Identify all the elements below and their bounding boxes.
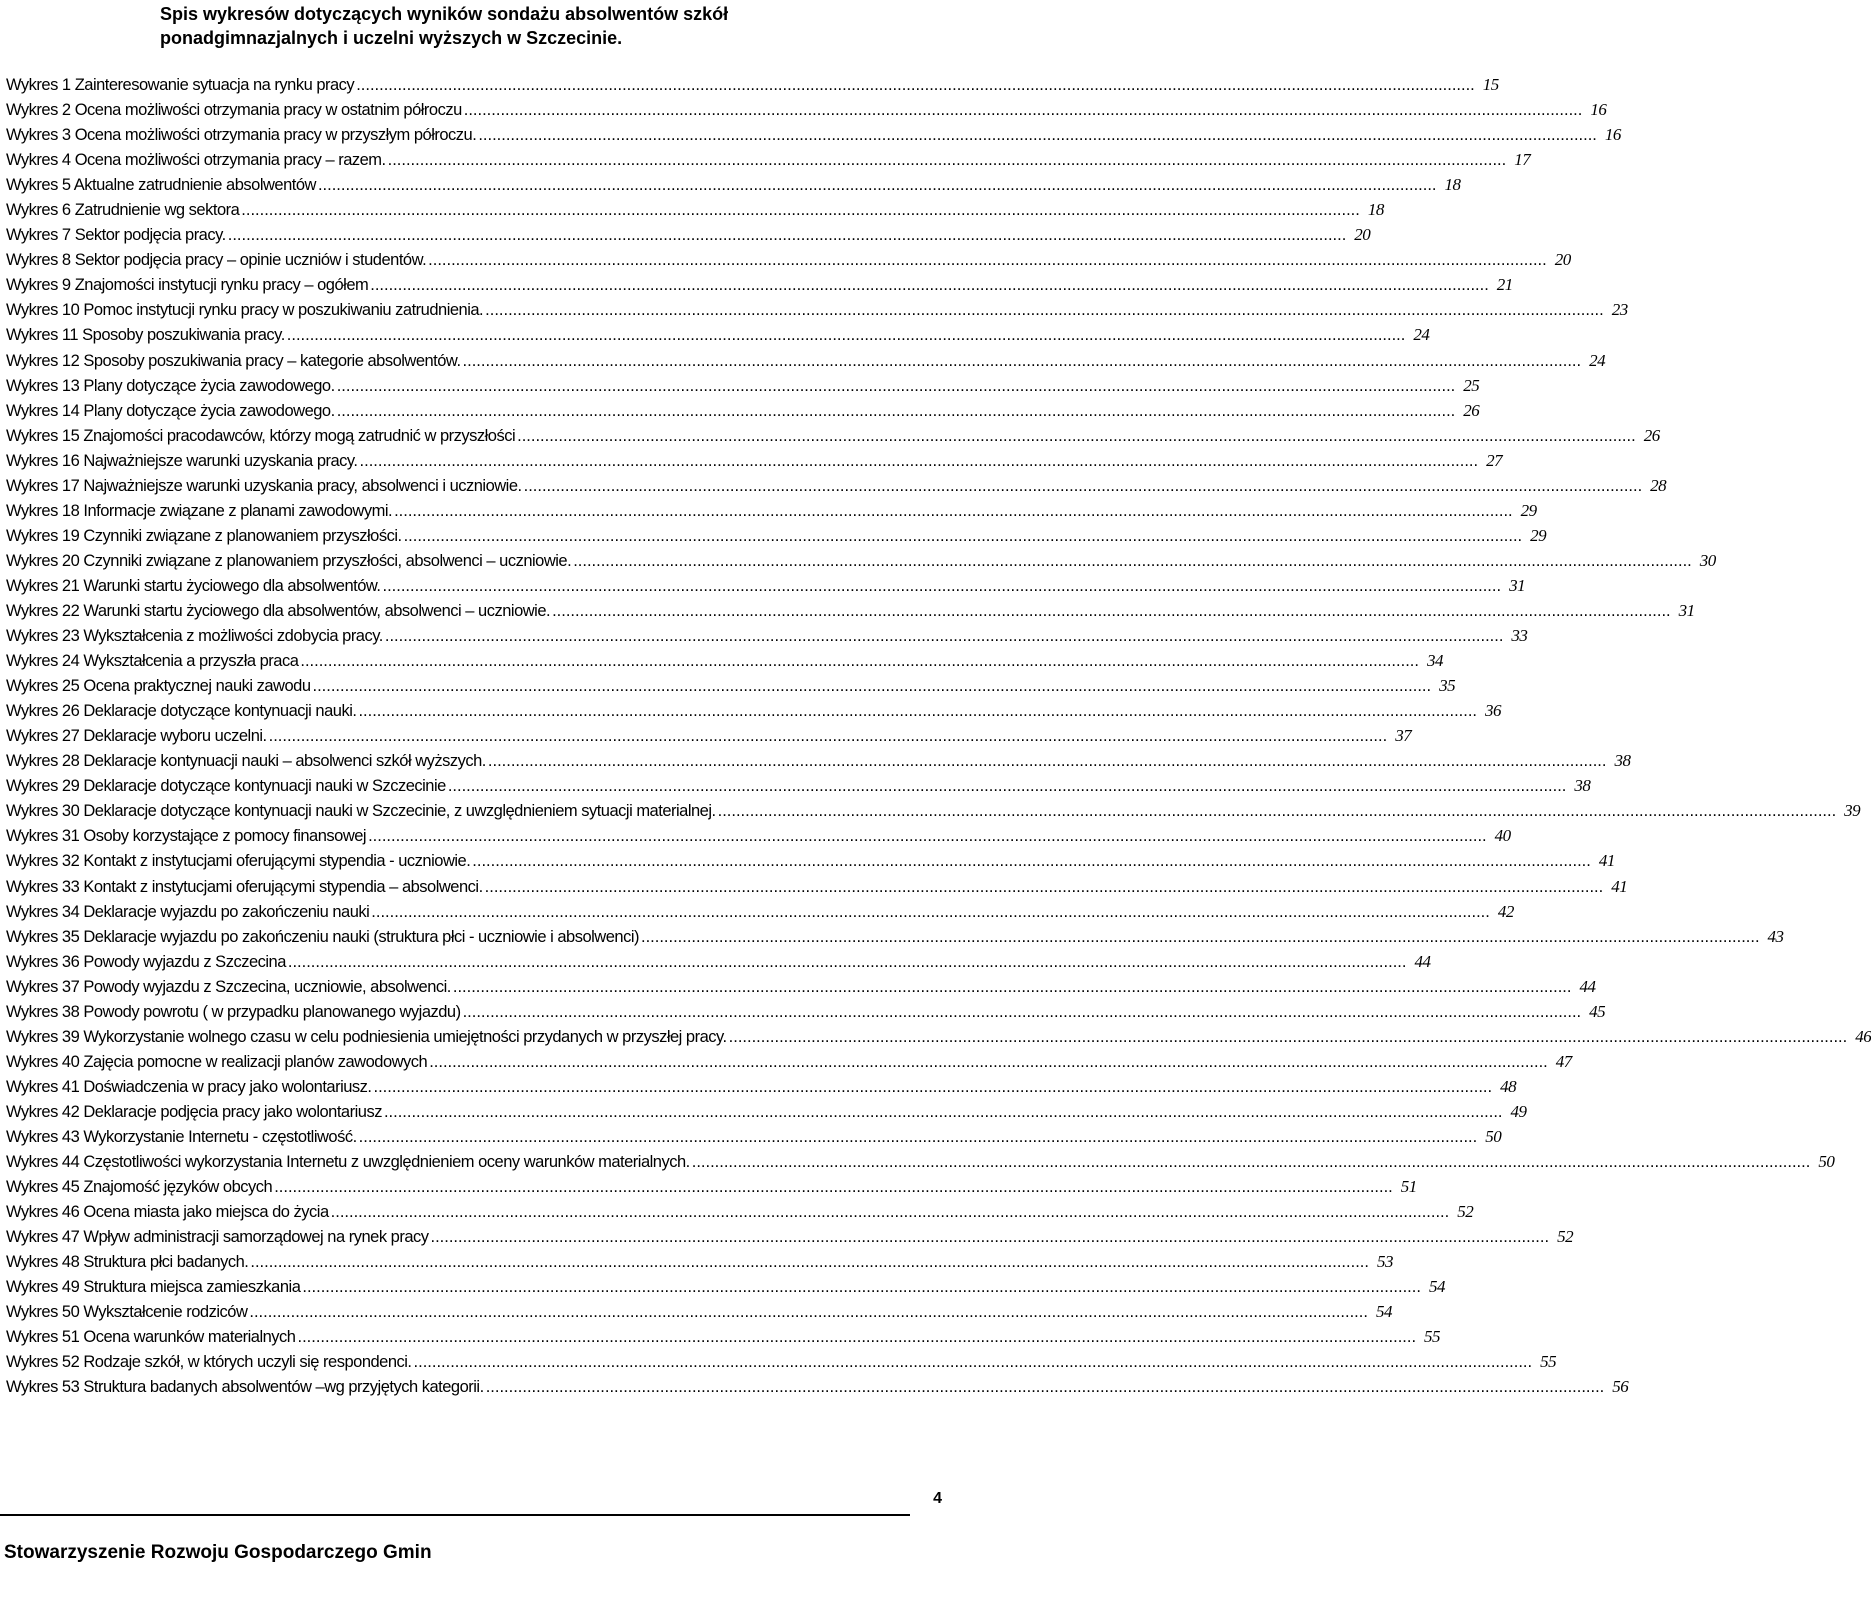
toc-entry-label[interactable]: Wykres 11 Sposoby poszukiwania pracy. xyxy=(6,326,285,345)
toc-entry-page[interactable]: 16 xyxy=(1604,125,1621,145)
toc-entry-page[interactable]: 56 xyxy=(1612,1377,1629,1397)
toc-entry[interactable] xyxy=(6,1374,1629,1399)
toc-leader-dots xyxy=(463,349,1582,374)
toc-entry[interactable] xyxy=(6,498,1537,523)
toc-entry-page[interactable]: 45 xyxy=(1589,1001,1606,1021)
toc-entry-label[interactable]: Wykres 20 Czynniki związane z planowaniem przyszłości, absolwenci – uczniowie. xyxy=(6,551,572,570)
toc-entry[interactable] xyxy=(6,673,1456,698)
toc-entry-page[interactable]: 49 xyxy=(1510,1101,1527,1121)
toc-entry-label[interactable]: Wykres 27 Deklaracje wyboru uczelni. xyxy=(6,727,267,746)
toc-entry-page[interactable]: 52 xyxy=(1457,1202,1474,1222)
toc-entry-label[interactable]: Wykres 34 Deklaracje wyjazdu po zakończeniu nauki xyxy=(6,902,370,921)
toc-entry[interactable] xyxy=(6,322,1430,347)
toc-entry-label[interactable]: Wykres 45 Znajomość języków obcych xyxy=(6,1178,273,1197)
toc-entry-label[interactable]: Wykres 42 Deklaracje podjęcia pracy jako wolontariusz xyxy=(6,1102,382,1121)
toc-entry-page[interactable]: 43 xyxy=(1767,926,1784,946)
toc-leader-dots xyxy=(552,599,1671,624)
toc-entry-page[interactable]: 50 xyxy=(1818,1152,1835,1172)
toc-entry[interactable] xyxy=(6,548,1716,573)
toc-entry-label[interactable]: Wykres 43 Wykorzystanie Internetu - częstotliwość. xyxy=(6,1127,357,1146)
toc-entry[interactable] xyxy=(6,874,1628,899)
toc-entry[interactable] xyxy=(6,798,1861,823)
toc-leader-dots xyxy=(428,248,1547,273)
toc-entry[interactable] xyxy=(6,648,1443,673)
toc-entry[interactable] xyxy=(6,848,1615,873)
toc-entry-label[interactable]: Wykres 19 Czynniki związane z planowaniem przyszłości. xyxy=(6,526,402,545)
toc-leader-dots xyxy=(404,524,1523,549)
toc-entry-page[interactable]: 15 xyxy=(1482,75,1499,94)
toc-leader-dots xyxy=(524,474,1643,499)
toc-entry-label[interactable]: Wykres 35 Deklaracje wyjazdu po zakończeniu nauki (struktura płci - uczniowie i absolwenci) xyxy=(6,927,639,946)
toc-leader-dots xyxy=(472,849,1591,874)
toc-entry-label[interactable]: Wykres 5 Aktualne zatrudnienie absolwentów xyxy=(6,176,316,195)
toc-leader-dots xyxy=(692,1150,1811,1175)
toc-entry-label[interactable]: Wykres 40 Zajęcia pomocne w realizacji planów zawodowych xyxy=(6,1052,428,1071)
toc-entry-label[interactable]: Wykres 14 Plany dotyczące życia zawodowego. xyxy=(6,401,335,420)
toc-entry-label[interactable]: Wykres 8 Sektor podjęcia pracy – opinie uczniów i studentów. xyxy=(6,251,427,270)
toc-entry-label[interactable]: Wykres 53 Struktura badanych absolwentów –wg przyjętych kategorii. xyxy=(6,1378,484,1397)
toc-leader-dots xyxy=(360,449,1479,474)
toc-entry-label[interactable]: Wykres 46 Ocena miasta jako miejsca do życia xyxy=(6,1203,329,1222)
toc-entry[interactable] xyxy=(6,197,1384,222)
toc-entry-label[interactable]: Wykres 32 Kontakt z instytucjami oferującymi stypendia - uczniowie. xyxy=(6,852,471,871)
toc-entry-label[interactable]: Wykres 7 Sektor podjęcia pracy. xyxy=(6,226,226,245)
toc-leader-dots xyxy=(287,323,1406,348)
toc-entry-page[interactable]: 35 xyxy=(1439,676,1456,696)
toc-entry-page[interactable]: 41 xyxy=(1598,851,1615,871)
toc-entry-page[interactable]: 39 xyxy=(1844,801,1861,821)
table-of-figures xyxy=(6,72,1871,1399)
toc-entry-page[interactable]: 53 xyxy=(1376,1252,1393,1272)
toc-leader-dots xyxy=(337,399,1456,424)
toc-entry-page[interactable]: 51 xyxy=(1400,1177,1417,1197)
toc-leader-dots xyxy=(464,98,1583,123)
toc-entry-label[interactable]: Wykres 2 Ocena możliwości otrzymania pracy w ostatnim półroczu xyxy=(6,101,462,120)
toc-leader-dots xyxy=(485,298,1604,323)
toc-leader-dots xyxy=(269,724,1388,749)
footer-divider xyxy=(0,1514,910,1516)
toc-leader-dots xyxy=(288,950,1407,975)
toc-entry-page[interactable]: 36 xyxy=(1485,701,1502,721)
toc-leader-dots xyxy=(368,824,1487,849)
toc-entry-label[interactable]: Wykres 4 Ocena możliwości otrzymania pracy – razem. xyxy=(6,151,386,170)
toc-entry-label[interactable]: Wykres 15 Znajomości pracodawców, którzy mogą zatrudnić w przyszłości xyxy=(6,426,516,445)
toc-leader-dots xyxy=(228,223,1347,248)
toc-entry[interactable] xyxy=(6,272,1513,297)
toc-entry-label[interactable]: Wykres 36 Powody wyjazdu z Szczecina xyxy=(6,952,286,971)
toc-entry-label[interactable]: Wykres 10 Pomoc instytucji rynku pracy w poszukiwaniu zatrudnienia. xyxy=(6,301,484,320)
toc-leader-dots xyxy=(337,374,1456,399)
toc-leader-dots xyxy=(573,549,1692,574)
toc-entry-page[interactable]: 33 xyxy=(1511,626,1528,646)
toc-leader-dots xyxy=(318,173,1437,198)
toc-entry-label[interactable]: Wykres 21 Warunki startu życiowego dla absolwentów. xyxy=(6,576,381,595)
toc-entry-page[interactable]: 42 xyxy=(1497,901,1514,921)
toc-leader-dots xyxy=(313,674,1432,699)
toc-entry-label[interactable]: Wykres 41 Doświadczenia w pracy jako wolontariusz. xyxy=(6,1077,372,1096)
toc-entry-page[interactable]: 26 xyxy=(1643,425,1660,445)
toc-leader-dots xyxy=(385,624,1504,649)
toc-entry-label[interactable]: Wykres 16 Najważniejsze warunki uzyskania pracy. xyxy=(6,451,358,470)
toc-entry-label[interactable]: Wykres 51 Ocena warunków materialnych xyxy=(6,1328,296,1347)
toc-leader-dots xyxy=(394,499,1513,524)
toc-entry[interactable] xyxy=(6,1274,1445,1299)
toc-entry-label[interactable]: Wykres 22 Warunki startu życiowego dla absolwentów, absolwenci – uczniowie. xyxy=(6,601,551,620)
toc-entry-page[interactable]: 44 xyxy=(1414,951,1431,971)
toc-entry[interactable] xyxy=(6,1049,1572,1074)
toc-leader-dots xyxy=(729,1025,1848,1050)
toc-entry[interactable] xyxy=(6,1349,1557,1374)
toc-leader-dots xyxy=(302,1275,1421,1300)
toc-entry-label[interactable]: Wykres 37 Powody wyjazdu z Szczecina, uczniowie, absolwenci. xyxy=(6,977,451,996)
toc-entry-page[interactable]: 54 xyxy=(1375,1302,1392,1322)
toc-entry-page[interactable]: 16 xyxy=(1590,100,1607,120)
toc-leader-dots xyxy=(384,1100,1503,1125)
toc-entry-label[interactable]: Wykres 30 Deklaracje dotyczące kontynuacji nauki w Szczecinie, z uwzględnieniem sytuacji materialnej. xyxy=(6,802,716,821)
toc-entry-label[interactable]: Wykres 17 Najważniejsze warunki uzyskania pracy, absolwenci i uczniowie. xyxy=(6,476,522,495)
toc-entry-page[interactable]: 54 xyxy=(1428,1277,1445,1297)
toc-entry-label[interactable]: Wykres 12 Sposoby poszukiwania pracy – kategorie absolwentów. xyxy=(6,351,461,370)
toc-leader-dots xyxy=(241,198,1360,223)
toc-entry-page[interactable]: 38 xyxy=(1574,776,1591,796)
toc-entry-page[interactable]: 26 xyxy=(1463,400,1480,420)
toc-leader-dots xyxy=(463,1000,1582,1025)
toc-entry-label[interactable]: Wykres 3 Ocena możliwości otrzymania pracy w przyszłym półroczu. xyxy=(6,126,477,145)
toc-entry[interactable] xyxy=(6,122,1621,147)
toc-entry-label[interactable]: Wykres 44 Częstotliwości wykorzystania Internetu z uwzględnieniem oceny warunków materialnych. xyxy=(6,1153,690,1172)
toc-entry-page[interactable]: 47 xyxy=(1555,1051,1572,1071)
toc-entry-page[interactable]: 41 xyxy=(1611,876,1628,896)
toc-leader-dots xyxy=(448,774,1567,799)
toc-entry[interactable] xyxy=(6,1024,1871,1049)
toc-entry-label[interactable]: Wykres 25 Ocena praktycznej nauki zawodu xyxy=(6,677,311,696)
toc-entry-label[interactable]: Wykres 33 Kontakt z instytucjami oferującymi stypendia – absolwenci. xyxy=(6,877,483,896)
toc-entry[interactable] xyxy=(6,1324,1441,1349)
toc-entry-page[interactable]: 18 xyxy=(1444,175,1461,195)
toc-entry-page[interactable]: 37 xyxy=(1395,726,1412,746)
toc-entry[interactable] xyxy=(6,1199,1474,1224)
toc-entry-label[interactable]: Wykres 47 Wpływ administracji samorządowej na rynek pracy xyxy=(6,1228,429,1247)
toc-entry[interactable] xyxy=(6,949,1431,974)
toc-entry[interactable] xyxy=(6,823,1511,848)
toc-entry[interactable] xyxy=(6,72,1499,97)
toc-entry-page[interactable]: 29 xyxy=(1520,500,1537,520)
toc-entry-label[interactable]: Wykres 48 Struktura płci badanych. xyxy=(6,1253,249,1272)
toc-entry-page[interactable]: 50 xyxy=(1485,1126,1502,1146)
toc-entry[interactable] xyxy=(6,1224,1574,1249)
toc-entry-page[interactable]: 21 xyxy=(1496,275,1513,295)
toc-entry-label[interactable]: Wykres 13 Plany dotyczące życia zawodowego. xyxy=(6,376,335,395)
toc-entry-page[interactable]: 20 xyxy=(1354,225,1371,245)
toc-leader-dots xyxy=(453,975,1572,1000)
toc-entry[interactable] xyxy=(6,1249,1393,1274)
toc-entry[interactable] xyxy=(6,1299,1392,1324)
toc-entry-label[interactable]: Wykres 6 Zatrudnienie wg sektora xyxy=(6,201,240,220)
toc-entry-page[interactable]: 48 xyxy=(1500,1076,1517,1096)
toc-entry[interactable] xyxy=(6,899,1514,924)
toc-entry-page[interactable]: 31 xyxy=(1509,575,1526,595)
document-title: Spis wykresów dotyczących wyników sondażu absolwentów szkół ponadgimnazjalnych i uczelni wyższych w Szczecinie. xyxy=(160,4,729,48)
toc-entry[interactable] xyxy=(6,1149,1835,1174)
toc-entry-page[interactable]: 31 xyxy=(1678,600,1695,620)
toc-entry-page[interactable]: 55 xyxy=(1540,1352,1557,1372)
toc-entry-label[interactable]: Wykres 39 Wykorzystanie wolnego czasu w celu podniesienia umiejętności przydanych w przyszłej pracy. xyxy=(6,1027,727,1046)
toc-entry-page[interactable]: 52 xyxy=(1557,1227,1574,1247)
toc-entry[interactable] xyxy=(6,598,1695,623)
toc-leader-dots xyxy=(356,73,1475,98)
toc-entry-page[interactable]: 29 xyxy=(1530,525,1547,545)
toc-entry-page[interactable]: 28 xyxy=(1650,475,1667,495)
toc-entry-page[interactable]: 20 xyxy=(1554,250,1571,270)
footer-organization: Stowarzyszenie Rozwoju Gospodarczego Gmin xyxy=(4,1542,432,1563)
toc-entry[interactable] xyxy=(6,1124,1502,1149)
toc-entry-page[interactable]: 24 xyxy=(1589,350,1606,370)
toc-leader-dots xyxy=(370,273,1489,298)
toc-leader-dots xyxy=(358,699,1477,724)
toc-leader-dots xyxy=(359,1125,1478,1150)
toc-entry-label[interactable]: Wykres 38 Powody powrotu ( w przypadku planowanego wyjazdu) xyxy=(6,1002,461,1021)
toc-entry-label[interactable]: Wykres 29 Deklaracje dotyczące kontynuacji nauki w Szczecinie xyxy=(6,777,446,796)
toc-entry[interactable] xyxy=(6,247,1571,272)
toc-entry[interactable] xyxy=(6,1174,1417,1199)
toc-leader-dots xyxy=(371,900,1490,925)
toc-entry-label[interactable]: Wykres 9 Znajomości instytucji rynku pracy – ogółem xyxy=(6,276,369,295)
toc-entry-page[interactable]: 30 xyxy=(1699,550,1716,570)
toc-leader-dots xyxy=(486,1375,1605,1400)
toc-leader-dots xyxy=(718,799,1837,824)
toc-entry-page[interactable]: 23 xyxy=(1611,300,1628,320)
toc-entry[interactable] xyxy=(6,573,1526,598)
toc-entry-label[interactable]: Wykres 23 Wykształcenia z możliwości zdobycia pracy. xyxy=(6,627,383,646)
toc-entry[interactable] xyxy=(6,1074,1517,1099)
toc-entry[interactable] xyxy=(6,423,1660,448)
toc-entry-page[interactable]: 40 xyxy=(1494,826,1511,846)
toc-entry-label[interactable]: Wykres 24 Wykształcenia a przyszła praca xyxy=(6,652,299,671)
toc-entry-page[interactable]: 38 xyxy=(1614,751,1631,771)
toc-leader-dots xyxy=(331,1200,1450,1225)
toc-entry[interactable] xyxy=(6,623,1528,648)
toc-leader-dots xyxy=(517,424,1636,449)
toc-leader-dots xyxy=(250,1250,1369,1275)
toc-leader-dots xyxy=(414,1350,1533,1375)
toc-entry[interactable] xyxy=(6,1099,1527,1124)
toc-leader-dots xyxy=(300,649,1419,674)
toc-entry[interactable] xyxy=(6,523,1547,548)
toc-entry[interactable] xyxy=(6,748,1631,773)
toc-entry-label[interactable]: Wykres 31 Osoby korzystające z pomocy finansowej xyxy=(6,827,367,846)
toc-leader-dots xyxy=(478,123,1597,148)
toc-entry[interactable] xyxy=(6,999,1606,1024)
page-number: 4 xyxy=(933,1490,942,1507)
toc-entry-page[interactable]: 34 xyxy=(1426,651,1443,671)
toc-leader-dots xyxy=(374,1075,1493,1100)
toc-entry[interactable] xyxy=(6,698,1502,723)
toc-entry-label[interactable]: Wykres 28 Deklaracje kontynuacji nauki – absolwenci szkół wyższych. xyxy=(6,752,486,771)
toc-entry-label[interactable]: Wykres 1 Zainteresowanie sytuacja na rynku pracy xyxy=(6,76,355,94)
toc-entry[interactable] xyxy=(6,373,1480,398)
toc-leader-dots xyxy=(431,1225,1550,1250)
toc-entry-page[interactable]: 25 xyxy=(1463,375,1480,395)
toc-entry[interactable] xyxy=(6,147,1531,172)
toc-leader-dots xyxy=(388,148,1507,173)
toc-entry[interactable] xyxy=(6,297,1628,322)
toc-entry[interactable] xyxy=(6,448,1503,473)
toc-leader-dots xyxy=(383,574,1502,599)
toc-leader-dots xyxy=(485,875,1604,900)
toc-entry-label[interactable]: Wykres 52 Rodzaje szkół, w których uczyli się respondenci. xyxy=(6,1353,412,1372)
toc-leader-dots xyxy=(488,749,1607,774)
toc-entry-label[interactable]: Wykres 26 Deklaracje dotyczące kontynuacji nauki. xyxy=(6,702,357,721)
toc-entry[interactable] xyxy=(6,473,1667,498)
toc-entry-page[interactable]: 18 xyxy=(1367,200,1384,220)
toc-entry-label[interactable]: Wykres 18 Informacje związane z planami zawodowymi. xyxy=(6,501,393,520)
toc-leader-dots xyxy=(249,1300,1368,1325)
toc-entry-page[interactable]: 46 xyxy=(1855,1026,1871,1046)
toc-entry[interactable] xyxy=(6,924,1784,949)
toc-entry-label[interactable]: Wykres 50 Wykształcenie rodziców xyxy=(6,1303,248,1322)
toc-entry-page[interactable]: 27 xyxy=(1486,450,1503,470)
toc-entry[interactable] xyxy=(6,723,1412,748)
toc-leader-dots xyxy=(641,925,1760,950)
toc-entry-label[interactable]: Wykres 49 Struktura miejsca zamieszkania xyxy=(6,1278,301,1297)
toc-entry[interactable] xyxy=(6,773,1591,798)
toc-entry-page[interactable]: 17 xyxy=(1514,150,1531,170)
toc-entry[interactable] xyxy=(6,172,1461,197)
toc-leader-dots xyxy=(429,1050,1548,1075)
toc-entry-page[interactable]: 24 xyxy=(1413,325,1430,345)
toc-entry[interactable] xyxy=(6,398,1480,423)
toc-entry[interactable] xyxy=(6,222,1371,247)
toc-entry[interactable] xyxy=(6,974,1596,999)
toc-entry[interactable] xyxy=(6,348,1606,373)
toc-entry-page[interactable]: 44 xyxy=(1579,976,1596,996)
toc-entry-page[interactable]: 55 xyxy=(1424,1327,1441,1347)
toc-leader-dots xyxy=(297,1325,1416,1350)
toc-entry[interactable] xyxy=(6,97,1607,122)
toc-leader-dots xyxy=(274,1175,1393,1200)
